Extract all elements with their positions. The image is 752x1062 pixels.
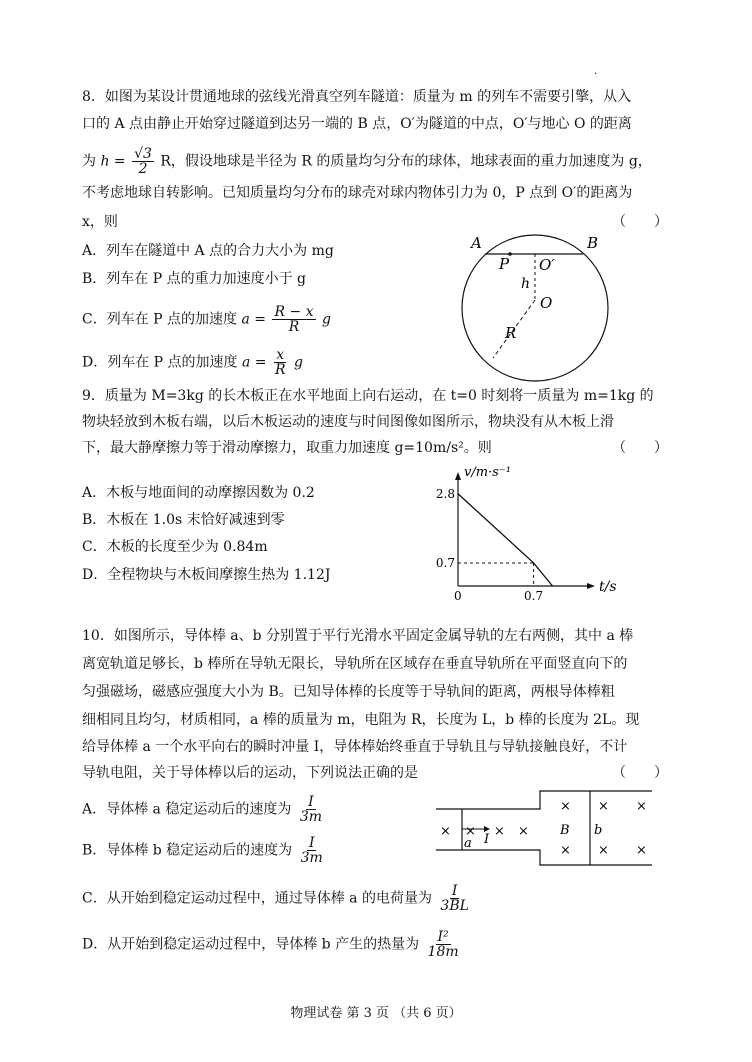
frac-den: R [288, 319, 300, 335]
field-mark: × [560, 799, 571, 814]
upper-rail [436, 791, 652, 809]
field-mark: × [494, 824, 505, 839]
q9-line-1: 9．质量为 M=3kg 的长木板正在水平地面上向右运动，在 t=0 时刻将一质量为 m=1kg 的 [82, 388, 654, 404]
frac-num: I [308, 835, 315, 851]
field-mark: × [636, 843, 647, 858]
label-r: R [505, 324, 517, 342]
lower-rail [436, 850, 652, 865]
label-rod-a: a [464, 836, 472, 851]
x-over-r [273, 348, 288, 377]
q8-earth-tunnel-figure [455, 228, 615, 378]
field-mark: × [518, 824, 529, 839]
q8-option-d [82, 348, 303, 377]
q8-option-a: A．列车在隧道中 A 点的合力大小为 mg [82, 243, 334, 259]
q8-line-3-suffix: R，假设地球是半径为 R 的质量均匀分布的球体，地球表面的重力加速度为 g， [160, 153, 652, 170]
q10-option-b [82, 836, 327, 865]
frac-num: x [276, 347, 285, 363]
y-axis-arrow [455, 472, 461, 480]
q8-line-3 [82, 147, 652, 176]
q9-answer-bracket: （ ） [612, 440, 668, 456]
g-symbol: g [322, 311, 331, 328]
frac-num: I [308, 794, 314, 810]
label-a: A [471, 234, 482, 252]
origin-label: 0 [454, 589, 462, 603]
frac-den: 2 [138, 161, 148, 177]
page-footer: 物理试卷 第 3 页 （共 6 页） [290, 1006, 462, 1021]
r-minus-x-over-r [272, 305, 315, 334]
g-symbol: g [293, 354, 303, 371]
frac-num: R − x [274, 304, 314, 320]
label-b: B [587, 234, 599, 252]
q10-option-c-text: C．从开始到稳定运动过程中，通过导体棒 a 的电荷量为 [82, 890, 432, 907]
q10-line-1: 10．如图所示，导体棒 a、b 分别置于平行光滑水平固定金属导轨的左右两侧，其中 a 棒 [82, 628, 634, 644]
a-eq: a = [242, 354, 267, 371]
q8-line-5: x，则 [82, 214, 118, 230]
frac-den: 18m [427, 944, 459, 960]
x-axis-arrow [587, 583, 595, 589]
q10-option-a [82, 795, 326, 824]
field-mark: × [636, 799, 647, 814]
field-mark: × [598, 799, 609, 814]
q10-rails-figure [436, 788, 656, 868]
label-b-field: B [560, 823, 570, 838]
sqrt3-over-2 [132, 147, 154, 176]
frac-den: R [274, 362, 286, 378]
i-squared-over-18m [426, 930, 461, 959]
q9-option-c: C．木板的长度至少为 0.84m [82, 539, 268, 555]
y-tick-label-2.8: 2.8 [435, 486, 455, 501]
q10-option-d-text: D．从开始到稳定运动过程中，导体棒 b 产生的热量为 [82, 936, 420, 953]
q9-line-2: 物块轻放到木板右端，以后木板运动的速度与时间图像如图所示，物块没有从木板上滑 [82, 414, 614, 430]
q10-option-d [82, 930, 463, 959]
q8-line-3-prefix: 为 [82, 153, 96, 170]
q8-option-d-prefix: D．列车在 P 点的加速度 [82, 354, 238, 371]
q8-line-1: 8．如图为某设计贯通地球的弦线光滑真空列车隧道：质量为 m 的列车不需要引擎，从入 [82, 89, 632, 105]
q8-option-b: B．列车在 P 点的重力加速度小于 g [82, 271, 307, 287]
q10-line-2: 离宽轨道足够长，b 棒所在导轨无限长，导轨所在区域存在垂直导轨所在平面竖直向下的 [82, 656, 628, 672]
q8-option-c-prefix: C．列车在 P 点的加速度 [82, 311, 238, 328]
field-mark: × [598, 843, 609, 858]
label-o: O [540, 294, 553, 312]
q10-option-a-text: A．导体棒 a 稳定运动后的速度为 [82, 801, 292, 818]
q9-option-d: D．全程物块与木板间摩擦生热为 1.12J [82, 567, 331, 583]
series-line-board [458, 494, 553, 586]
q10-line-5: 给导体棒 a 一个水平向右的瞬时冲量 I，导体棒始终垂直于导轨且与导轨接触良好，不计 [82, 739, 628, 755]
y-axis-label: v/m·s⁻¹ [464, 465, 511, 480]
q8-line-4: 不考虑地球自转影响。已知质量均匀分布的球壳对球内物体引力为 0，P 点到 O′的距离为 [82, 185, 633, 201]
q10-option-b-text: B．导体棒 b 稳定运动后的速度为 [82, 842, 293, 859]
field-mark: × [440, 824, 451, 839]
q10-option-c [82, 884, 473, 913]
label-o-prime: O′ [539, 256, 555, 274]
q10-line-6: 导轨电阻，关于导体棒以后的运动，下列说法正确的是 [82, 765, 418, 781]
i-over-3m [298, 795, 324, 824]
frac-den: 3BL [440, 898, 469, 914]
frac-num: √3 [134, 146, 152, 162]
h-eq: h = [100, 153, 126, 170]
x-tick-label-0.7: 0.7 [524, 589, 544, 603]
i-over-3m [299, 836, 325, 865]
x-axis-label: t/s [599, 579, 617, 595]
label-h: h [521, 276, 531, 292]
q8-line-2: 口的 A 点由静止开始穿过隧道到达另一端的 B 点，O′为隧道的中点，O′与地心 O 的距离 [82, 116, 632, 132]
q9-option-a: A．木板与地面间的动摩擦因数为 0.2 [82, 485, 315, 501]
label-impulse: I [484, 832, 490, 847]
q10-answer-bracket: （ ） [612, 765, 668, 781]
frac-num: I [451, 883, 458, 899]
q9-option-b: B．木板在 1.0s 末恰好减速到零 [82, 512, 285, 528]
label-p: P [499, 255, 510, 273]
field-mark: × [465, 824, 476, 839]
corner-mark: . [594, 66, 598, 77]
q9-velocity-time-chart [425, 452, 617, 603]
field-mark: × [560, 843, 571, 858]
label-rod-b: b [594, 823, 603, 838]
q10-line-4: 细相同且均匀，材质相同，a 棒的质量为 m，电阻为 R，长度为 L，b 棒的长度为 2L。现 [82, 712, 640, 728]
frac-den: 3m [299, 809, 322, 825]
q8-answer-bracket: （ ） [612, 214, 668, 230]
q8-option-c [82, 305, 331, 334]
i-over-3bl [438, 884, 471, 913]
y-tick-label-0.7: 0.7 [435, 555, 455, 570]
q9-line-3: 下，最大静摩擦力等于滑动摩擦力，取重力加速度 g=10m/s²。则 [82, 440, 492, 456]
q10-line-3: 匀强磁场，磁感应强度大小为 B。已知导体棒的长度等于导轨间的距离，两根导体棒粗 [82, 684, 615, 700]
frac-num: I² [437, 929, 449, 945]
frac-den: 3m [300, 850, 323, 866]
a-eq: a = [241, 311, 267, 328]
